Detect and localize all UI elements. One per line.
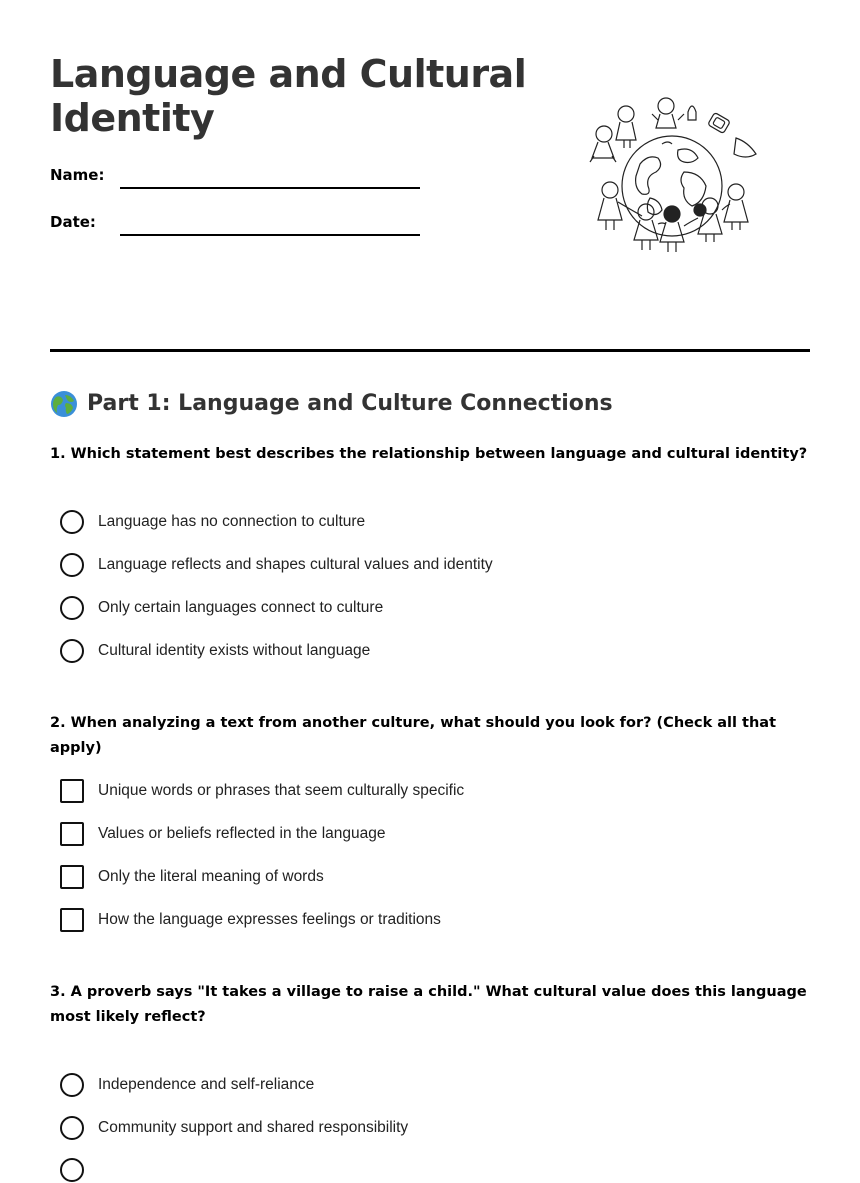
radio-button[interactable] [60,510,84,534]
question-1: 1. Which statement best describes the relationship between language and cultural identity? [50,446,808,462]
checkbox[interactable] [60,865,84,889]
name-field[interactable] [120,187,420,189]
q2-option-1[interactable] [60,778,464,804]
radio-button[interactable] [60,1116,84,1140]
q1-option-4[interactable] [60,638,370,664]
radio-button[interactable] [60,1158,84,1182]
option-label: Only certain languages connect to culture [98,599,384,616]
option-label: Language reflects and shapes cultural values and identity [98,556,493,573]
option-label: Cultural identity exists without language [98,642,371,659]
q2-option-4[interactable] [60,907,441,933]
date-label: Date: [50,213,96,231]
option-label: Unique words or phrases that seem culturally specific [98,782,465,799]
q3-option-2[interactable] [60,1115,408,1141]
question-2: 2. When analyzing a text from another culture, what should you look for? (Check all that apply) [50,715,777,756]
header-divider [50,349,810,352]
option-label: Values or beliefs reflected in the language [98,825,386,842]
radio-button[interactable] [60,639,84,663]
name-label: Name: [50,166,105,184]
option-label: Independence and self-reliance [98,1076,315,1093]
worksheet-title: Language and Cultural Identity [50,52,527,140]
checkbox[interactable] [60,779,84,803]
option-label: Only the literal meaning of words [98,868,324,885]
q3-option-1[interactable] [60,1072,314,1098]
question-3: 3. A proverb says "It takes a village to raise a child." What cultural value does this language most likely reflect? [50,984,807,1025]
children-around-globe-icon [580,94,762,262]
date-field[interactable] [120,234,420,236]
checkbox[interactable] [60,908,84,932]
option-label: How the language expresses feelings or traditions [98,911,441,928]
radio-button[interactable] [60,596,84,620]
radio-button[interactable] [60,553,84,577]
q1-option-2[interactable] [60,552,493,578]
q1-option-3[interactable] [60,595,383,621]
option-label: Community support and shared responsibility [98,1119,409,1136]
globe-icon [50,390,78,418]
section-title [50,388,613,420]
section-title-text: Part 1: Language and Culture Connections [87,391,613,416]
checkbox[interactable] [60,822,84,846]
q2-option-3[interactable] [60,864,324,890]
radio-button[interactable] [60,1073,84,1097]
q2-option-2[interactable] [60,821,386,847]
q1-option-1[interactable] [60,509,365,535]
option-label: Language has no connection to culture [98,513,366,530]
